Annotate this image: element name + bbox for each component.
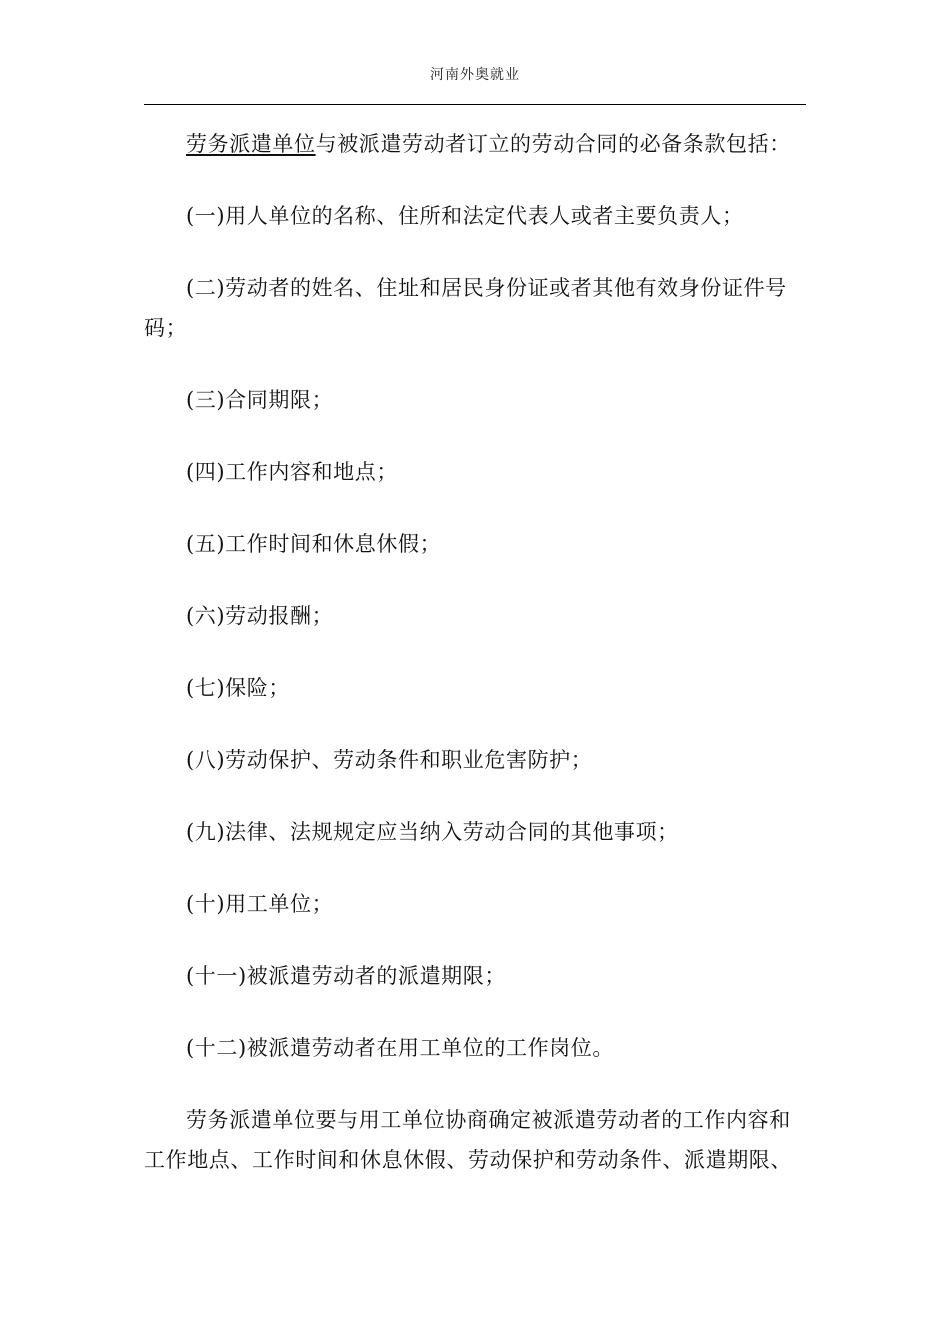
clause-item-2: (二)劳动者的姓名、住址和居民身份证或者其他有效身份证件号码； [144,276,787,340]
clause-item-4: (四)工作内容和地点； [186,460,398,484]
clause-item-9: (九)法律、法规规定应当纳入劳动合同的其他事项； [186,820,679,844]
closing-paragraph: 劳务派遣单位要与用工单位协商确定被派遣劳动者的工作内容和工作地点、工作时间和休息休假、劳动保护和劳动条件、派遣期限、 [144,1108,792,1172]
intro-text: 与被派遣劳动者订立的劳动合同的必备条款包括： [315,132,791,156]
intro-paragraph [144,124,806,164]
labor-dispatch-unit-link[interactable]: 劳务派遣单位 [186,132,316,156]
document-body [144,124,806,1180]
clause-item-6: (六)劳动报酬； [186,604,334,628]
clause-item-5: (五)工作时间和休息休假； [186,532,442,556]
clause-item-7: (七)保险； [186,676,290,700]
page-header-title: 河南外奥就业 [430,67,520,83]
header-divider [144,104,806,105]
clause-item-8: (八)劳动保护、劳动条件和职业危害防护； [186,748,593,772]
clause-item-1: (一)用人单位的名称、住所和法定代表人或者主要负责人； [186,204,744,228]
clause-item-10: (十)用工单位； [186,892,334,916]
clause-item-3: (三)合同期限； [186,388,334,412]
clause-item-12: (十二)被派遣劳动者在用工单位的工作岗位。 [186,1036,614,1060]
clause-item-11: (十一)被派遣劳动者的派遣期限； [186,964,506,988]
